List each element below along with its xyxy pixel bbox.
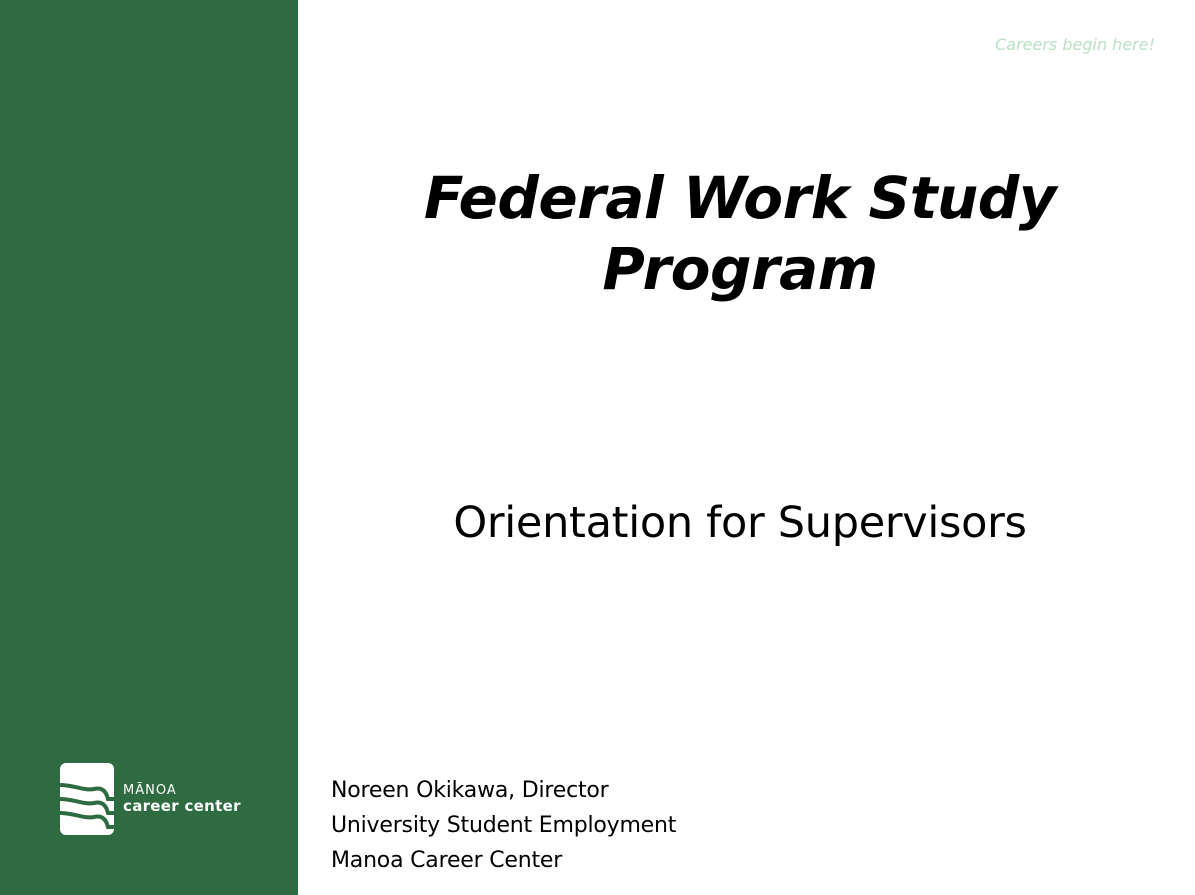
logo-line-manoa: MĀNOA [123,782,177,798]
green-sidebar [0,0,298,895]
tagline: Careers begin here! [995,35,1155,54]
manoa-career-center-logo-icon [60,763,114,835]
manoa-career-center-logo [60,763,241,835]
slide-title [330,163,1150,306]
presenter-department: University Student Employment [331,813,677,838]
slide-subtitle: Orientation for Supervisors [453,498,1027,548]
logo-text [123,784,241,815]
logo-line-career-center: career center [123,796,241,815]
title-line-2: Program [602,235,878,304]
presenter-info [331,773,676,878]
presenter-organization: Manoa Career Center [331,848,563,873]
title-line-1: Federal Work Study [423,164,1057,232]
presenter-name: Noreen Okikawa, Director [331,778,609,803]
